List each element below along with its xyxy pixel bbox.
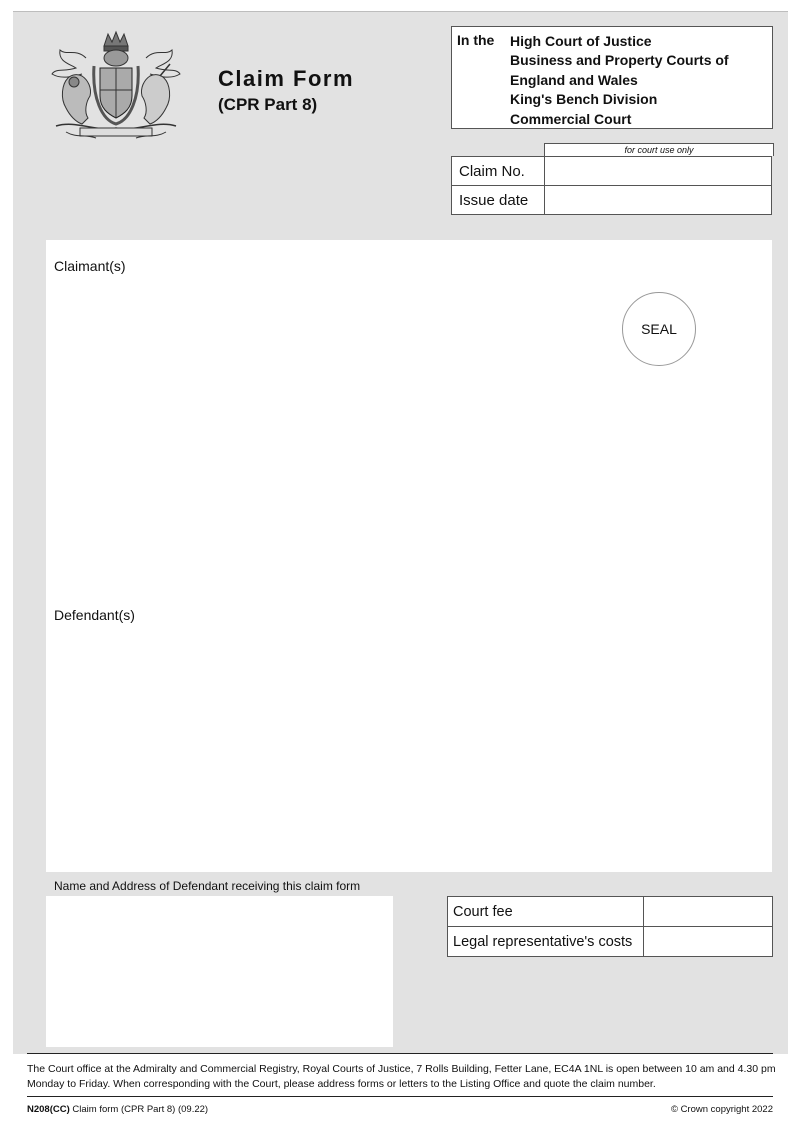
defendant-address-label: Name and Address of Defendant receiving this claim form <box>54 879 361 893</box>
form-name: Claim form (CPR Part 8) (09.22) <box>69 1104 209 1115</box>
form-code: N208(CC) <box>27 1104 70 1115</box>
court-line: King's Bench Division <box>510 91 658 108</box>
issue-date-label: Issue date <box>452 186 545 215</box>
court-name-box <box>451 26 773 129</box>
claim-no-field[interactable] <box>545 157 772 186</box>
court-line: Business and Property Courts of <box>510 52 729 69</box>
court-line: England and Wales <box>510 71 638 88</box>
footer-divider <box>27 1096 773 1097</box>
footer-divider <box>27 1053 773 1054</box>
defendant-label: Defendant(s) <box>54 607 135 623</box>
seal-label: SEAL <box>641 321 677 337</box>
parties-panel[interactable] <box>46 240 772 872</box>
defendant-address-field[interactable] <box>46 896 393 1047</box>
form-subtitle: (CPR Part 8) <box>218 95 318 114</box>
footer-note: The Court office at the Admiralty and Commercial Registry, Royal Courts of Justice, 7 Rolls Building, Fetter Lane, EC4A 1NL is open between 10 am and 4.30 pm Monday to Friday. When corresponding with the Court, please address forms or letters to the Listing Office and quote the claim number. <box>27 1063 776 1090</box>
issue-date-field[interactable] <box>545 186 772 215</box>
court-fee-field[interactable] <box>644 897 773 927</box>
legal-costs-row <box>448 927 773 957</box>
claim-no-row <box>452 157 772 186</box>
in-the-label: In the <box>457 32 495 48</box>
top-rule <box>13 11 788 12</box>
court-line: High Court of Justice <box>510 33 652 49</box>
copyright-notice: © Crown copyright 2022 <box>670 1104 773 1115</box>
royal-coat-of-arms-icon <box>46 28 186 140</box>
legal-costs-label: Legal representative's costs <box>448 927 644 957</box>
legal-costs-field[interactable] <box>644 927 773 957</box>
issue-date-row <box>452 186 772 215</box>
claim-no-label: Claim No. <box>452 157 545 186</box>
seal-stamp <box>622 292 696 366</box>
court-line: Commercial Court <box>510 110 632 127</box>
court-fee-label: Court fee <box>448 897 644 927</box>
claim-details-table <box>451 156 772 215</box>
claimant-label: Claimant(s) <box>54 258 126 274</box>
form-reference <box>27 1104 208 1115</box>
court-name <box>510 32 729 129</box>
form-title: Claim Form <box>218 66 355 91</box>
fees-table <box>447 896 773 957</box>
court-fee-row <box>448 897 773 927</box>
court-use-only-label: for court use only <box>544 143 774 156</box>
